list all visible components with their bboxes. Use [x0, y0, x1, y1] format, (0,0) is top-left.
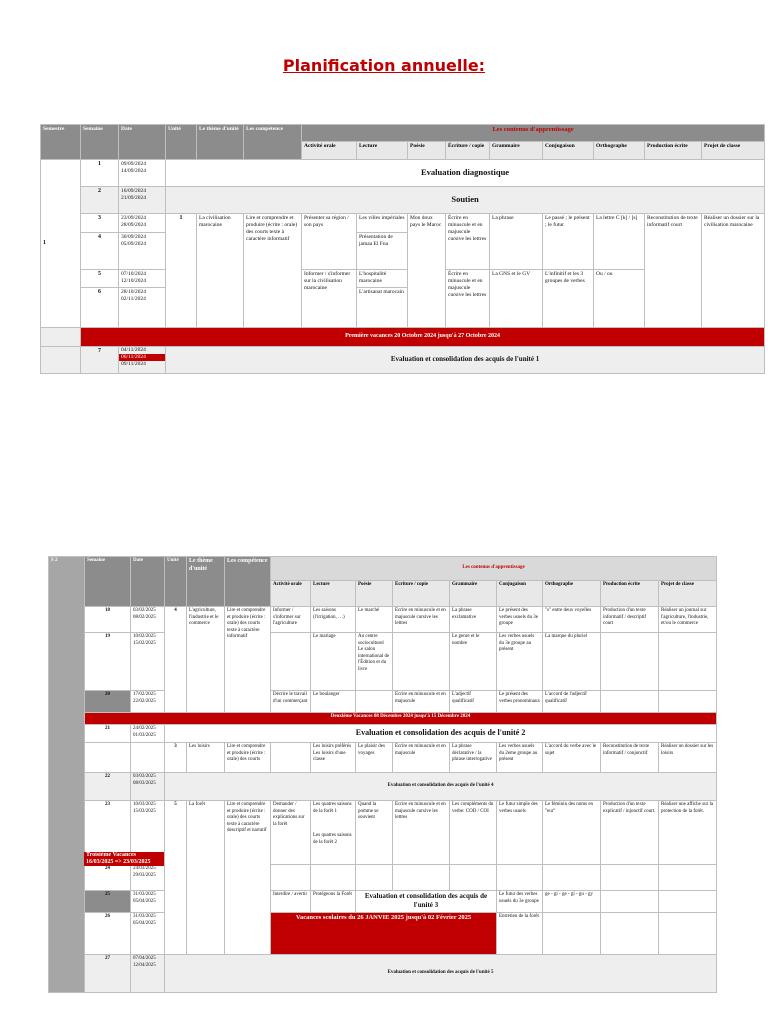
week-number: 23 [85, 801, 131, 865]
orale-cell: Présenter sa région / son pays [302, 214, 357, 270]
unit-number: 1 [166, 214, 197, 328]
orthographe-cell: ge - gi - ge - gi - gu - gy [543, 891, 601, 913]
lecture-cell: L'hospitalité marocaine [357, 270, 408, 288]
conjugaison-cell: Le futur simple des verbes usuels [497, 801, 543, 865]
week-dates: 10/02/2025 15/02/2025 [131, 633, 165, 691]
week-dates: 31/03/2025 05/04/2025 [131, 891, 165, 913]
header-competence: Les compétence [225, 557, 271, 607]
week-number: 18 [85, 607, 131, 633]
conjugaison-cell: Le passé ; le présent ; le futur [543, 214, 594, 270]
header-semaine: Semaine [81, 125, 119, 160]
orale-cell: Informer / s'informer sur la civilisation marocaine [302, 270, 357, 328]
header-semaine: Semaine [85, 557, 131, 607]
grammaire-cell: La GNS et le GV [490, 270, 543, 328]
unit-competence: Lire et comprendre et produire (écrite : orale) des courts texte à caractère descriptif et narratif [225, 801, 271, 955]
lecture-line: Les loisirs préférés [313, 744, 352, 749]
unit-competence: Lire et comprendre et produire (écrite : orale) des courts texte à caractère informatif [225, 607, 271, 713]
week-number: 3 [81, 214, 119, 233]
week-number: 20 [85, 691, 131, 713]
week-dates: 24/02/2025 01/03/2025 [131, 725, 165, 743]
subheader-grammaire: Grammaire [450, 581, 497, 607]
grammaire-cell: La phrase exclamative [450, 607, 497, 633]
orthographe-cell: La lettre C [k] / [s] [594, 214, 645, 270]
poesie-cell: Quand la pomme se souvient [356, 801, 393, 865]
lecture-cell: Les villes impériales [357, 214, 408, 233]
ecriture-cell: Écrire en minuscule et en majuscule cursive les lettres [446, 270, 490, 328]
week-number: 24 [85, 865, 131, 891]
date-line-highlight: 06/11/2024 [119, 354, 165, 361]
conjugaison-cell: Le présent des verbes usuels du 3e groupe [497, 607, 543, 633]
ecriture-cell: Écrire en minuscule et en majuscule cursive les lettres [446, 214, 490, 270]
subheader-poesie: Poésie [408, 142, 446, 160]
lecture-line: Les quatres saisons de la forêt 1 [313, 802, 352, 814]
production-cell: Reconstitution de texte informatif court [645, 214, 702, 328]
unit-theme: Les loisirs [187, 743, 225, 773]
subheader-lecture: Lecture [311, 581, 356, 607]
week-number: 6 [81, 288, 119, 328]
poesie-cell [356, 633, 393, 691]
conjugaison-cell: L'infinitif et les 3 groupes de verbes [543, 270, 594, 328]
week-dates: 03/03/2025 08/03/2025 [131, 773, 165, 801]
lecture-cell: Présentation de jamaa El Fna [357, 233, 408, 270]
week-number: 5 [81, 270, 119, 288]
header-theme: Le thème d'unité [187, 557, 225, 607]
vacances-banner: Vacances scolaires du 26 JANVIE 2025 jusqu'à 02 Février 2025 [271, 913, 497, 955]
week-dates: 17/02/2025 22/02/2025 [131, 691, 165, 713]
subheader-projet: Projet de classe [702, 142, 765, 160]
orthographe-cell: L'accord de l'adjectif qualificatif [543, 691, 601, 713]
unit-number: 5 [165, 801, 187, 955]
lecture-line: Protégeons la Forêt [313, 892, 352, 897]
subheader-ecriture: Écriture / copie [393, 581, 450, 607]
week-number: 4 [81, 233, 119, 270]
conjugaison-cell: Le présent des verbes pronominaux [497, 691, 543, 713]
week-number: 26 [85, 913, 131, 955]
production-cell: Reconstitution de texte informatif / conjonctif [601, 743, 659, 773]
orale-cell: Décrire le travail d'un commerçant [271, 691, 311, 713]
grammaire-cell: Le genre et le nombre [450, 633, 497, 691]
subheader-poesie: Poésie [356, 581, 393, 607]
conjugaison-cell: Les verbes usuels du 3e groupe au présent [497, 633, 543, 691]
lecture-cell [311, 891, 356, 913]
lecture-cell: L'artisanat marocain [357, 288, 408, 328]
lecture-cell [311, 743, 356, 773]
grammaire-cell: L'adjectif qualificatif [450, 691, 497, 713]
unit-competence: Lire et comprendre et produire (écrite : orale) des courts texte à caractère informatif [244, 214, 302, 328]
row-label: Soutien [166, 187, 765, 214]
subheader-ecriture: Écriture / copie [446, 142, 490, 160]
week-dates: 30/09/2024 05/09/2024 [119, 233, 166, 270]
projet-cell: Réaliser une affiche sur la protection de la forêt. [659, 801, 717, 865]
lecture-cell: Entretien de la forêt [497, 913, 543, 955]
subheader-orale: Activité orale [302, 142, 357, 160]
header-unite: Unité [165, 557, 187, 607]
projet-cell: Réaliser un journal sur l'agriculture, l'industrie, et/ou le commerce [659, 607, 717, 633]
poesie-cell: Mon doux pays le Maroc [408, 214, 446, 328]
vacances-label-3: Troisième Vacances 16/03/2025 => 23/03/2025 [84, 852, 164, 866]
week-dates: 23/09/2024 28/09/2024 [119, 214, 166, 233]
header-contenus: Les contenus d'apprentissage [302, 125, 765, 142]
semestre-number: 1 [41, 160, 81, 328]
ecriture-cell: Écrire en minuscule et en majuscule [393, 743, 450, 773]
orthographe-cell: "s" entre deux voyelles [543, 607, 601, 633]
poesie-line: Au centre socioculturel [358, 634, 384, 646]
week-number: 19 [85, 633, 131, 691]
week-number: 2 [81, 187, 119, 214]
poesie-line: Le salon international de l'Édition et du livre [358, 647, 390, 672]
row-label: Evaluation diagnostique [166, 160, 765, 187]
lecture-cell: Le mariage [311, 633, 356, 691]
vacances-banner: Première vacances 20 Octobre 2024 jusqu'à 27 Octobre 2024 [81, 328, 765, 347]
orthographe-cell: L'accord du verbe avec le sujet [543, 743, 601, 773]
header-competence: Les compétence [244, 125, 302, 160]
week-number: 25 [85, 891, 131, 913]
unit-theme: La forêt [187, 801, 225, 955]
header-semestre: Semestre [41, 125, 81, 160]
date-line: 04/11/2024 [121, 347, 146, 353]
grammaire-cell: La phrase déclarative / la phrase interrogative [450, 743, 497, 773]
semester1-table [40, 124, 765, 374]
subheader-orale: Activité orale [271, 581, 311, 607]
week-dates: 24/03/2025 29/03/2025 [131, 865, 165, 891]
header-contenus: Les contenus d'apprentissage [271, 557, 717, 581]
orthographe-cell: Le féminin des noms en "eur" [543, 801, 601, 865]
row-label: Evaluation et consolidation des acquis de l'unité 1 [166, 347, 765, 374]
week-dates: 16/09/2024 21/09/2024 [119, 187, 166, 214]
week-dates: 07/10/2024 12/10/2024 [119, 270, 166, 288]
date-line: 09/11/2024 [121, 361, 146, 368]
unit-number: 3 [165, 743, 187, 773]
semestre-label: S 2 [49, 557, 85, 993]
unit-number: 4 [165, 607, 187, 713]
orale-cell: Informer / s'informer sur l'agriculture [271, 607, 311, 633]
production-cell: Production d'un texte informatif / descriptif court [601, 607, 659, 633]
header-unite: Unité [166, 125, 197, 160]
row-label: Evaluation et consolidation des acquis de l'unité 5 [165, 955, 717, 993]
week-dates: 10/03/2025 15/03/2025 [131, 801, 165, 865]
header-theme: Le thème d'unité [197, 125, 244, 160]
subheader-grammaire: Grammaire [490, 142, 543, 160]
subheader-conjugaison: Conjugaison [497, 581, 543, 607]
subheader-projet: Projet de classe [659, 581, 717, 607]
conjugaison-cell: Le futur des verbes usuels du 3e groupe [497, 891, 543, 913]
lecture-cell: Le boulanger [311, 691, 356, 713]
ecriture-cell: Écrire en minuscule et en majuscule [393, 691, 450, 713]
week-number: 22 [85, 773, 131, 801]
vacances-banner: Deuxième Vacances 08 Décembre 2024 jusqu'à 15 Décembre 2024 [85, 713, 717, 725]
week-dates: 03/02/2025 08/02/2025 [131, 607, 165, 633]
semester2-table [48, 556, 717, 993]
production-cell: Production d'un texte explicatif / injonctif court. [601, 801, 659, 865]
poesie-cell: Le marché [356, 607, 393, 633]
unit-competence: Lire et comprendre et produire (écrite : orale) des courts [225, 743, 271, 773]
orthographe-cell: La marque du pluriel [543, 633, 601, 691]
subheader-production: Production écrite [645, 142, 702, 160]
grammaire-cell: Les compléments du verbe: COD / COI [450, 801, 497, 865]
header-date: Date [119, 125, 166, 160]
orale-cell: Demander / donner des explications sur la forêt [271, 801, 311, 865]
lecture-line: Les loisirs d'une classe [313, 750, 346, 762]
subheader-orthographe: Orthographe [594, 142, 645, 160]
unit-theme: L'agriculture, l'industrie et le commerce [187, 607, 225, 713]
week-number: 27 [85, 955, 131, 993]
subheader-orthographe: Orthographe [543, 581, 601, 607]
conjugaison-cell: Les verbes usuels du 2eme groupe au présent [497, 743, 543, 773]
subheader-production: Production écrite [601, 581, 659, 607]
row-label: Evaluation et consolidation des acquis de l'unité 4 [165, 773, 717, 801]
ecriture-cell: Écrire en minuscule et en majuscule cursive les lettres [393, 607, 450, 633]
ecriture-cell: Écrire en minuscule et en majuscule cursive les lettres [393, 801, 450, 865]
row-label: Evaluation et consolidation des acquis de l'unité 2 [165, 725, 717, 743]
page-title: Planification annuelle: [282, 56, 486, 75]
lecture-line: Les quatres saisons de la forêt 2 [313, 833, 352, 845]
week-number: 7 [81, 347, 119, 374]
week-number: 21 [85, 725, 131, 743]
week-dates: 28/10/2024 02/11/2024 [119, 288, 166, 328]
subheader-lecture: Lecture [357, 142, 408, 160]
orale-cell: Interdire / avertir [271, 891, 311, 913]
lecture-cell: Les saisons (l'irrigation, …) [311, 607, 356, 633]
unit-theme: La civilisation marocaine [197, 214, 244, 328]
grammaire-cell: La phrase [490, 214, 543, 270]
week-number: 1 [81, 160, 119, 187]
subheader-conjugaison: Conjugaison [543, 142, 594, 160]
week-dates: 09/09/2024 14/09/2024 [119, 160, 166, 187]
week-dates: 07/04/2025 12/04/2025 [131, 955, 165, 993]
week-dates: 31/03/2025 05/04/2025 [131, 913, 165, 955]
projet-cell: Réaliser un dossier sur les loisirs [659, 743, 717, 773]
lecture-cell [311, 801, 356, 865]
orthographe-cell: Ou / ou [594, 270, 645, 328]
poesie-cell: Le plaisir des voyages [356, 743, 393, 773]
projet-cell: Réaliser un dossier sur la civilisation marocaine [702, 214, 765, 328]
row-label: Evaluation et consolidation des acquis de l'unité 3 [356, 891, 497, 913]
header-date: Date [131, 557, 165, 607]
